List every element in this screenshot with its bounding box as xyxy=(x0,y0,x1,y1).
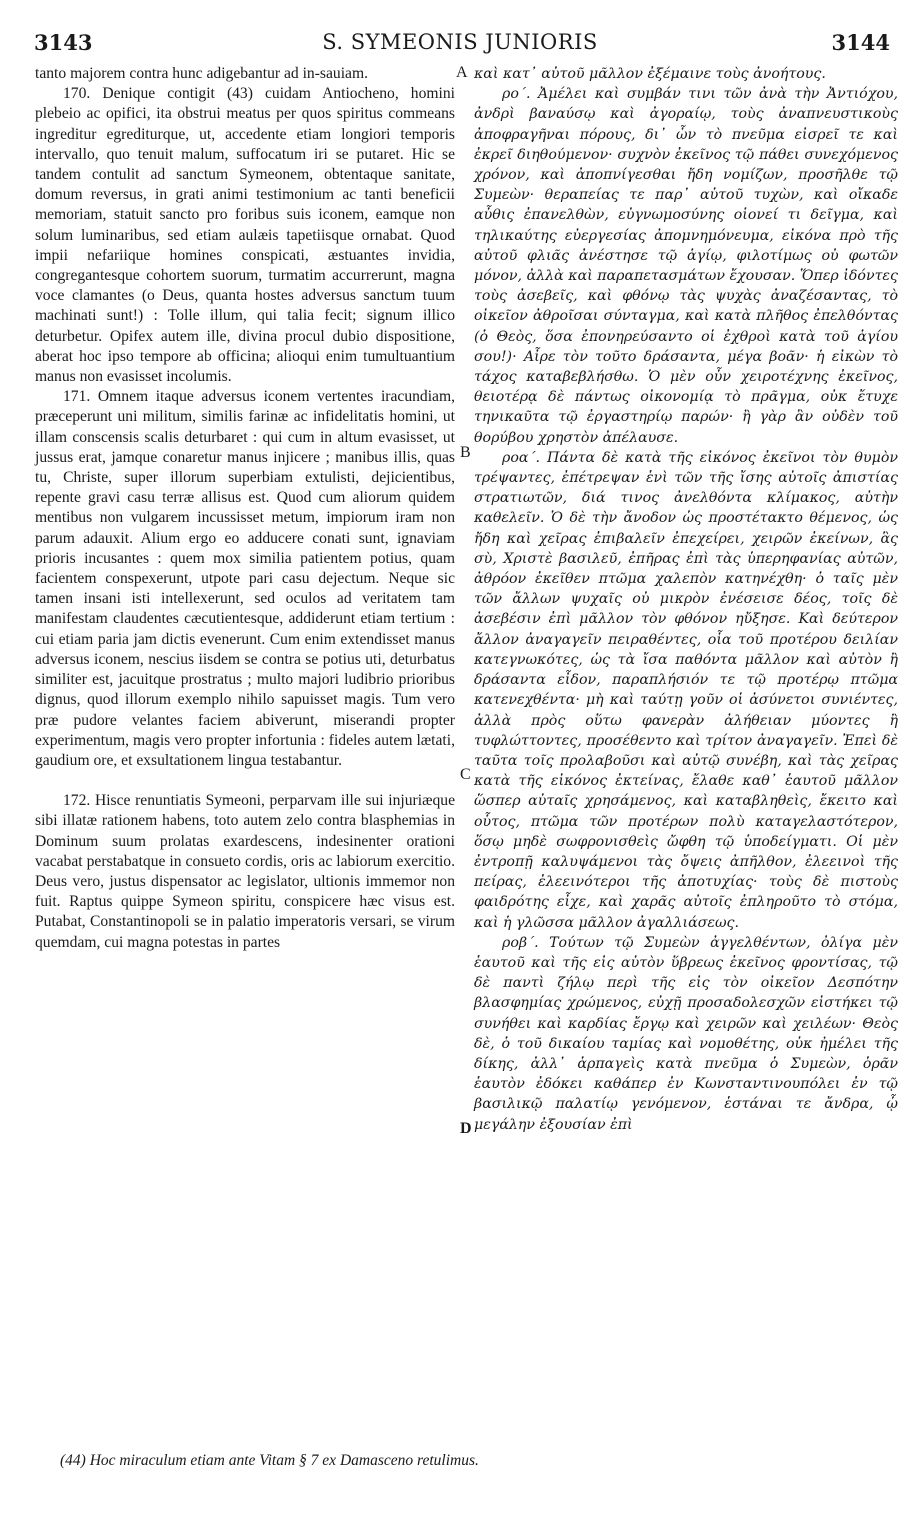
margin-marker-a: A xyxy=(456,64,468,81)
greek-column xyxy=(474,64,898,1135)
running-title: S. SYMEONIS JUNIORIS xyxy=(322,30,598,54)
latin-paragraph-172: 172. Hisce renuntiatis Symeoni, perparvam ille sui injuriæque sibi illatæ rationem habens, toto autem zelo contra blasphemias in Dominum suum prolatas exardescens, indesinenter orationi vacabat perstabatque in consueto cordis, oris ac labiorum exercitio. Deus vero, justus dispensator ac legislator, ultionis immemor non fuit. Raptus quippe Symeon spiritu, conspicere hæc visus est. Putabat, Constantinopoli se in palatio imperatoris versari, se virum quemdam, cui magna potestas in partes xyxy=(35,792,455,951)
margin-marker-b: B xyxy=(460,444,471,461)
footnote: (44) Hoc miraculum etiam ante Vitam § 7 ex Damasceno retulimus. xyxy=(60,1452,479,1469)
latin-paragraph-170: 170. Denique contigit (43) cuidam Antiocheno, homini plebeio ac opifici, ita obstrui meatus per quos spiritus commeans ingreditur egrediturque, ut, accedente etiam longiori temporis intervallo, quo tenuit malum, suffocatum iri se putaret. Hic se tandem contulit ad sanctum Symeonem, obtentaque sanitate, domum reversus, in grati animi testimonium ac tanti beneficii memoriam, statuit sancto pro foribus suis iconem, eamque non solum luminaribus, sed etiam aulæis tapetiisque ornabat. Quod impii nefariique homines conspicati, æstuantes invidia, congregantesque cohortem suorum, turmatim accurrerunt, magna voce clamantes (o Deus, quanta hostes adversus sanctum tuum machinati sunt!) : Tolle illum, qui talia fecit; signum illico deturbetur. Opifex autem ille, divina procul dubio dispositione, aberat hoc ipso tempore ab officina; alioqui enim tumultuantium manus non evasisset incolumis. xyxy=(35,85,455,386)
page-number-left: 3143 xyxy=(34,30,93,55)
latin-paragraph-171: 171. Omnem itaque adversus iconem vertentes iracundiam, præceperunt uni militum, similis farinæ ac infidelitatis homini, ut illam conscensis scalis deturbaret : qui cum in altum evasisset, ut jussus erat, jamque conaretur manus injicere ; manibus illis, quas tu, Christe, super illorum superbiam extulisti, dejicientibus, repente gravi casu terræ allisus est. Quod cum aliorum quidem mentibus non vulgarem incussisset metum, impiorum iram non parum adauxit. Alium ergo eo adducere conati sunt, ignaviam prioris incusantes : quem mox similia patientem potius, quam facientem conspexerunt, utpote pari casu dejectum. Neque sic tamen insani isti intellexerunt, sed oculos ad veritatem tam manifestam claudentes cæcutientesque, addiderunt etiam tertium : cui etiam paria jam dictis evenerunt. Cum enim extendisset manus adversus iconem, nescius iisdem se contra se potius uti, deturbatus similiter est, jacuitque prostratus ; multo majori ludibrio prioribus dignus, quod illorum exemplo nihilo sapuisset magis. Tum vero præ pudore velantes faciem abiverunt, miserandi propter experimentum, magis vero propter infortunia : fideles autem lætati, gaudium ore, et exsultationem lingua testabantur. xyxy=(35,388,455,769)
greek-paragraph-170: ρο΄. Ἀμέλει καὶ συμβάν τινι τῶν ἀνὰ τὴν Ἀντιόχου, ἀνδρὶ βαναύσῳ καὶ ἀγοραίῳ, τοὺς ἀναπνευστικοὺς ἀποφραγῆναι πόρους, δι᾽ ὧν τὸ πνεῦμα εἰσρεῖ τε καὶ ἐκρεῖ διηθούμενον· συχνὸν ἐκεῖνος τῷ πάθει συνεχόμενος χρόνον, καὶ ἀποπνίγεσθαι ἤδη νομίζων, προσῆλθε τῷ Συμεὼν· θεραπείας τε παρ᾽ αὐτοῦ τυχὼν, καὶ οἴκαδε αὖθις ἐπανελθὼν, εὐγνωμοσύνης οἱονεί τι δεῖγμα, καὶ τηλικαύτης εὐεργεσίας ἀπομνημόνευμα, εἰκόνα πρὸ τῆς αὐτοῦ φλιᾶς ἀνέστησε τῷ ἁγίῳ, φιλοτίμως οὐ φωτῶν μόνον, ἀλλὰ καὶ παραπετασμάτων ἔχουσαν. Ὅπερ ἰδόντες τοὺς ἀσεβεῖς, καὶ φθόνῳ τὰς ψυχὰς ἀναζέσαντας, τὸ οἰκεῖον ἀθροῖσαι σύνταγμα, καὶ κατὰ πλῆθος ἐπελθόντας (ὁ Θεὸς, ὅσα ἐπονηρεύσαντο οἱ ἐχθροὶ κατὰ τοῦ ἁγίου σου!)· Αἶρε τὸν τοῦτο δράσαντα, μέγα βοᾶν· ἡ εἰκὼν τὸ τάχος καταβεβλήσθω. Ὁ μὲν οὖν χειροτέχνης ἐκεῖνος, θειοτέρᾳ δὲ πάντως οἰκονομίᾳ τὸ πρᾶγμα, οὐκ ἔτυχε τηνικαῦτα τῷ ἐργαστηρίῳ παρών· ἢ γὰρ ἂν οὐδὲν τοῦ θορύβου χρηστὸν ἀπέλαυσε. xyxy=(474,86,898,446)
page-header xyxy=(0,30,920,62)
latin-paragraph-continuation: tanto majorem contra hunc adigebantur ad in-sauiam. xyxy=(35,65,368,82)
greek-paragraph-continuation: καὶ κατ᾽ αὐτοῦ μᾶλλον ἐξέμαινε τοὺς ἀνοήτους. xyxy=(474,66,826,82)
page-number-right: 3144 xyxy=(831,30,890,55)
margin-marker-d: D xyxy=(460,1120,472,1137)
greek-paragraph-172: ροβ΄. Τούτων τῷ Συμεὼν ἀγγελθέντων, ὀλίγα μὲν ἑαυτοῦ καὶ τῆς εἰς αὐτὸν ὕβρεως ἐκεῖνος φροντίσας, τῷ δὲ παντὶ ζήλῳ περὶ τῆς εἰς τὸν οἰκεῖον Δεσπότην βλασφημίας χρώμενος, εὐχῇ προσαδολεσχῶν εἰστήκει τῷ συνήθει καὶ καρδίας ἔργῳ καὶ χειρῶν καὶ χειλέων· Θεὸς δὲ, ὁ τοῦ δικαίου ταμίας καὶ νομοθέτης, οὐκ ἠμέλει τῆς δίκης, ἀλλ᾽ ἁρπαγεὶς κατὰ πνεῦμα ὁ Συμεὼν, ὁρᾶν ἑαυτὸν ἐδόκει καθάπερ ἐν Κωνσταντινουπόλει ἐν τῷ βασιλικῷ παλατίῳ γενόμενον, ἑστάναι τε ἄνδρα, ᾧ μεγάλην ἐξουσίαν ἐπὶ xyxy=(474,934,898,1133)
greek-paragraph-171: ροα΄. Πάντα δὲ κατὰ τῆς εἰκόνος ἐκεῖνοι τὸν θυμὸν τρέψαντες, ἐπέτρεψαν ἑνὶ τῶν τῆς ἴσης αὐτοῖς ἀπιστίας στρατιωτῶν, διά τινος ἀνελθόντα κλίμακος, αὐτὴν καθελεῖν. Ὁ δὲ τὴν ἄνοδον ὡς προστέτακτο θέμενος, ὡς ἤδη καὶ χεῖρας ἐπιβαλεῖν ἐπεχείρει, χειρῶν ἐκείνων, ἃς σὺ, Χριστὲ βασιλεῦ, ἐπῆρας ἐπὶ τὰς ὑπερηφανίας αὐτῶν, ἀθρόον ἐκεῖθεν πτῶμα χαλεπὸν κατηνέχθη· ὁ ταῖς μὲν τῶν ἄλλων ψυχαῖς οὐ μικρὸν ἐνέσεισε δέος, τοῖς δὲ ἀσεβέσιν ἐπὶ μᾶλλον τὸν φθόνον ηὔξησε. Καὶ δεύτερον ἄλλον ἀναγαγεῖν πειραθέντες, οἷα τοῦ προτέρου δειλίαν κατεγνωκότες, ὡς τὰ ἴσα παθόντα μᾶλλον καὶ αὐτὸν ἢ δράσαντα εἶδον, παραπλήσιόν τε τῷ προτέρῳ πτῶμα κατενεχθέντα· μὴ καὶ ταύτῃ γοῦν οἱ ἀσύνετοι συνιέντες, ἀλλὰ πρὸς οὕτω φανερὰν ἀλήθειαν μύοντες ἢ τυφλώττοντες, προσέθεντο καὶ τρίτον ἀναγαγεῖν. Ἐπεὶ δὲ ταῦτα τοῖς προλαβοῦσι καὶ αὐτῷ συνέβη, καὶ τὰς χεῖρας κατὰ τῆς εἰκόνος ἐκτείνας, ἔλαθε καθ᾽ ἑαυτοῦ μᾶλλον ὥσπερ αὐταῖς χρησάμενος, καὶ καταβληθεὶς, ἔκειτο καὶ οὗτος, πτῶμα τῶν προτέρων πολὺ καταγελαστότερον, ὅσῳ μηδὲ σωφρονισθεὶς ὤφθη τῷ ὑποδείγματι. Οἱ μὲν ἐντροπῇ καλυψάμενοι τὰς ὄψεις ἀπῆλθον, ἐλεεινοὶ τῆς πείρας, ἐλεεινότεροι τῆς ἀποτυχίας· τοὺς δὲ πιστοὺς φαιδρότης εἶχε, καὶ χαρᾶς αὐτοῖς ἐπληροῦτο τὸ στόμα, καὶ ἡ γλῶσσα μᾶλλον ἀγαλλιάσεως. xyxy=(474,449,898,931)
latin-column xyxy=(35,64,455,953)
margin-marker-c: C xyxy=(460,766,471,783)
